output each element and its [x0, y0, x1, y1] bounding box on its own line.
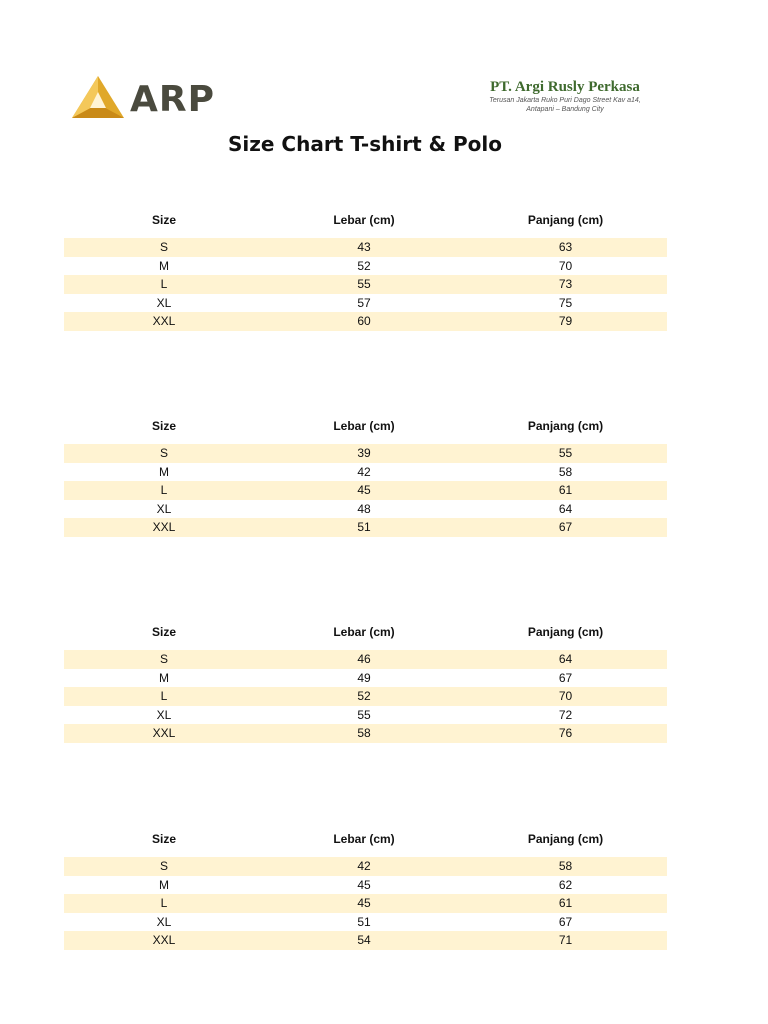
cell-panjang: 73: [558, 277, 573, 291]
cell-panjang: 67: [558, 520, 573, 534]
header-size: Size: [151, 832, 176, 846]
size-table: [64, 619, 667, 743]
cell-panjang: 62: [558, 877, 573, 892]
table-row: [64, 481, 667, 500]
cell-panjang: 67: [558, 914, 573, 929]
cell-lebar: 51: [357, 914, 371, 929]
table-header: [64, 413, 667, 435]
cell-size: S: [159, 859, 168, 873]
page-title: Size Chart T-shirt & Polo: [227, 132, 502, 156]
header-lebar: Lebar (cm): [333, 419, 395, 433]
cell-size: XXL: [152, 314, 176, 328]
cell-lebar: 45: [357, 483, 371, 497]
header-panjang: Panjang (cm): [527, 213, 604, 227]
cell-lebar: 46: [357, 652, 371, 666]
cell-size: XL: [156, 914, 172, 929]
table-row: [64, 931, 667, 950]
company-address-line1: Terusan Jakarta Ruko Puri Dago Street Kav a14,: [489, 97, 641, 104]
cell-panjang: 72: [558, 707, 573, 722]
cell-lebar: 45: [357, 896, 371, 910]
cell-panjang: 58: [558, 464, 573, 479]
cell-lebar: 55: [357, 277, 371, 291]
header-size: Size: [151, 419, 176, 433]
table-row: [64, 724, 667, 743]
company-name: PT. Argi Rusly Perkasa: [490, 79, 640, 95]
cell-size: M: [159, 877, 169, 892]
cell-panjang: 64: [558, 501, 573, 516]
cell-panjang: 63: [558, 240, 573, 254]
cell-lebar: 52: [357, 689, 371, 703]
cell-lebar: 43: [357, 240, 371, 254]
table-header: [64, 826, 667, 848]
cell-lebar: 42: [357, 859, 371, 873]
table-row: [64, 650, 667, 669]
cell-size: L: [160, 689, 168, 703]
cell-lebar: 52: [357, 258, 371, 273]
cell-panjang: 61: [558, 483, 573, 497]
header-panjang: Panjang (cm): [527, 625, 604, 639]
cell-panjang: 79: [558, 314, 573, 328]
cell-lebar: 57: [357, 295, 371, 310]
size-table: [64, 413, 667, 537]
cell-size: L: [160, 483, 168, 497]
header-lebar: Lebar (cm): [333, 625, 395, 639]
cell-size: XXL: [152, 933, 176, 947]
company-address-line2: Antapani – Bandung City: [526, 106, 604, 113]
cell-size: M: [159, 464, 169, 479]
table-row: [64, 518, 667, 537]
header-panjang: Panjang (cm): [527, 419, 604, 433]
table-row: [64, 275, 667, 294]
table-row: [64, 500, 667, 519]
triangle-logo-icon: [70, 74, 126, 120]
table-row: [64, 444, 667, 463]
cell-lebar: 54: [357, 933, 371, 947]
header-panjang: Panjang (cm): [527, 832, 604, 846]
cell-size: S: [159, 446, 168, 460]
cell-panjang: 61: [558, 896, 573, 910]
cell-panjang: 55: [558, 446, 573, 460]
cell-size: S: [159, 240, 168, 254]
cell-panjang: 64: [558, 652, 573, 666]
logo-text: ARP: [130, 79, 215, 120]
cell-size: XXL: [152, 520, 176, 534]
table-row: [64, 257, 667, 276]
size-table: [64, 826, 667, 950]
cell-lebar: 42: [357, 464, 371, 479]
cell-size: M: [159, 670, 169, 685]
cell-lebar: 45: [357, 877, 371, 892]
cell-lebar: 39: [357, 446, 371, 460]
table-row: [64, 463, 667, 482]
company-info: [470, 78, 660, 114]
cell-lebar: 48: [357, 501, 371, 516]
cell-panjang: 70: [558, 258, 573, 273]
cell-size: XL: [156, 707, 172, 722]
cell-panjang: 58: [558, 859, 573, 873]
cell-panjang: 67: [558, 670, 573, 685]
header-size: Size: [151, 213, 176, 227]
cell-size: L: [160, 277, 168, 291]
size-table: [64, 207, 667, 331]
table-row: [64, 312, 667, 331]
company-logo: [70, 74, 240, 122]
table-header: [64, 207, 667, 229]
cell-panjang: 70: [558, 689, 573, 703]
cell-lebar: 58: [357, 726, 371, 740]
cell-lebar: 49: [357, 670, 371, 685]
table-row: [64, 238, 667, 257]
cell-size: XL: [156, 295, 172, 310]
cell-lebar: 60: [357, 314, 371, 328]
cell-size: M: [159, 258, 169, 273]
cell-size: XXL: [152, 726, 176, 740]
header-lebar: Lebar (cm): [333, 832, 395, 846]
cell-lebar: 51: [357, 520, 371, 534]
table-row: [64, 706, 667, 725]
cell-size: XL: [156, 501, 172, 516]
cell-panjang: 71: [558, 933, 573, 947]
cell-size: L: [160, 896, 168, 910]
cell-panjang: 75: [558, 295, 573, 310]
cell-lebar: 55: [357, 707, 371, 722]
table-row: [64, 913, 667, 932]
table-row: [64, 894, 667, 913]
table-row: [64, 857, 667, 876]
table-row: [64, 669, 667, 688]
header-lebar: Lebar (cm): [333, 213, 395, 227]
table-header: [64, 619, 667, 641]
cell-size: S: [159, 652, 168, 666]
table-row: [64, 876, 667, 895]
table-row: [64, 294, 667, 313]
header-size: Size: [151, 625, 176, 639]
table-row: [64, 687, 667, 706]
cell-panjang: 76: [558, 726, 573, 740]
